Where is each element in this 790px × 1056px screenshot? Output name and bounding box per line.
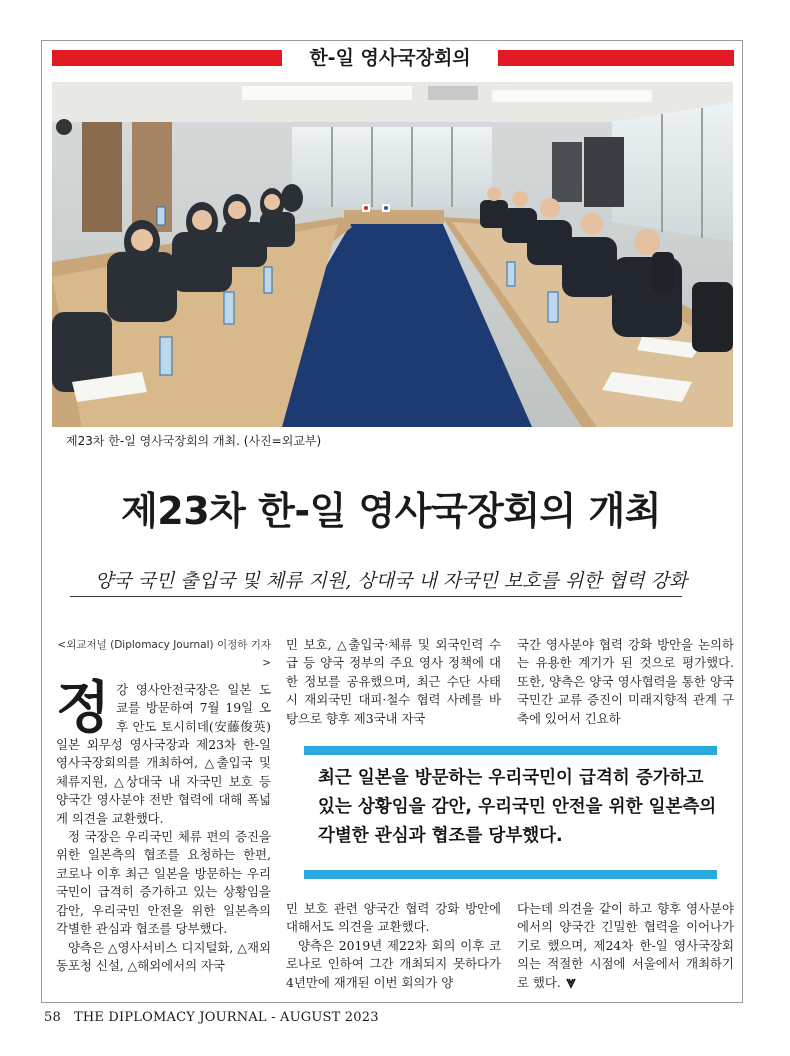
byline: <외교저널 (Diplomacy Journal) 이정하 기자> bbox=[57, 639, 271, 670]
article-subheadline: 양국 국민 출입국 및 체류 지원, 상대국 내 자국민 보호를 위한 협력 강화 bbox=[94, 570, 688, 592]
section-title: 한-일 영사국장회의 bbox=[285, 44, 495, 72]
pull-quote-bar-bottom bbox=[304, 870, 717, 879]
header-red-bar-right bbox=[498, 50, 734, 66]
pull-quote: 최근 일본을 방문하는 우리국민이 급격히 증가하고 있는 상황임을 감안, 우리국민 안전을 위한 일본측의 각별한 관심과 협조를 당부했다. bbox=[318, 768, 717, 846]
pull-quote-bar-top bbox=[304, 746, 717, 755]
page-number: 58 bbox=[44, 1010, 61, 1025]
paragraph-1 bbox=[56, 674, 271, 828]
column-2-bottom-p1: 민 보호 관련 양국간 협력 강화 방안에 대해서도 의견을 교환했다. bbox=[286, 901, 501, 935]
photo-caption: 제23차 한-일 영사국장회의 개최. (사진=외교부) bbox=[66, 434, 322, 448]
column-3-top-text: 국간 영사분야 협력 강화 방안을 논의하는 유용한 계기가 된 것으로 평가했다. 또한, 양측은 양국 영사협력을 통한 양국 국민간 교류 증진이 미래지향적 관계 구축에 있어서 긴요하 bbox=[517, 637, 734, 726]
column-2-bottom-p2: 양측은 2019년 제22차 회의 이후 코로나로 인하여 그간 개최되지 못하다가 4년만에 재개된 이번 회의가 양 bbox=[286, 937, 501, 990]
meeting-photo bbox=[52, 82, 733, 427]
column-2-bottom bbox=[286, 900, 501, 992]
meeting-room-illustration bbox=[52, 82, 733, 427]
column-1 bbox=[56, 636, 271, 975]
column-3-bottom-text: 다는데 의견을 같이 하고 향후 영사분야에서의 양국간 긴밀한 협력을 이어나가기로 했으며, 제24차 한-일 영사국장회의는 적절한 시점에 서울에서 개최하기로 했다. bbox=[517, 901, 734, 990]
header-red-bar-left bbox=[52, 50, 282, 66]
column-3-bottom bbox=[517, 900, 734, 992]
dropcap: 정 bbox=[56, 674, 111, 741]
article-headline: 제23차 한-일 영사국장회의 개최 bbox=[121, 489, 661, 533]
column-3-top bbox=[517, 636, 734, 728]
column-3-bottom-paragraph bbox=[517, 900, 734, 992]
publication-name: THE DIPLOMACY JOURNAL - AUGUST 2023 bbox=[73, 1010, 379, 1025]
subheadline-underline bbox=[70, 596, 682, 597]
paragraph-3: 양측은 △영사서비스 디지털화, △재외동포청 신설, △해외에서의 자국 bbox=[56, 939, 271, 973]
column-2-top-text: 민 보호, △출입국·체류 및 외국인력 수급 등 양국 정부의 주요 영사 정책에 대한 정보를 공유했으며, 최근 수단 사태시 재외국민 대피·철수 협력 사례를 바탕으로 향후 제3국내 자국 bbox=[286, 637, 501, 726]
page-footer bbox=[44, 1010, 379, 1025]
paragraph-1-text: 강 영사안전국장은 일본 도쿄를 방문하여 7월 19일 오후 안도 토시히데(安藤俊英) 일본 외무성 영사국장과 제23차 한-일 영사국장회의를 개최하여, △출입국 및 체류지원, △상대국 내 자국민 보호 등 양국간 영사분야 전반 협력에 대해 폭넓게 의견을 교환했다. bbox=[56, 681, 271, 826]
column-2-top bbox=[286, 636, 501, 728]
paragraph-2: 정 국장은 우리국민 체류 편의 증진을 위한 일본측의 협조를 요청하는 한편, 코로나 이후 최근 일본을 방문하는 우리국민이 급격히 증가하고 있는 상황임을 감안, 우리국민 안전을 위한 일본측의 각별한 관심과 협조를 당부했다. bbox=[56, 829, 271, 937]
article-end-icon bbox=[565, 977, 577, 989]
